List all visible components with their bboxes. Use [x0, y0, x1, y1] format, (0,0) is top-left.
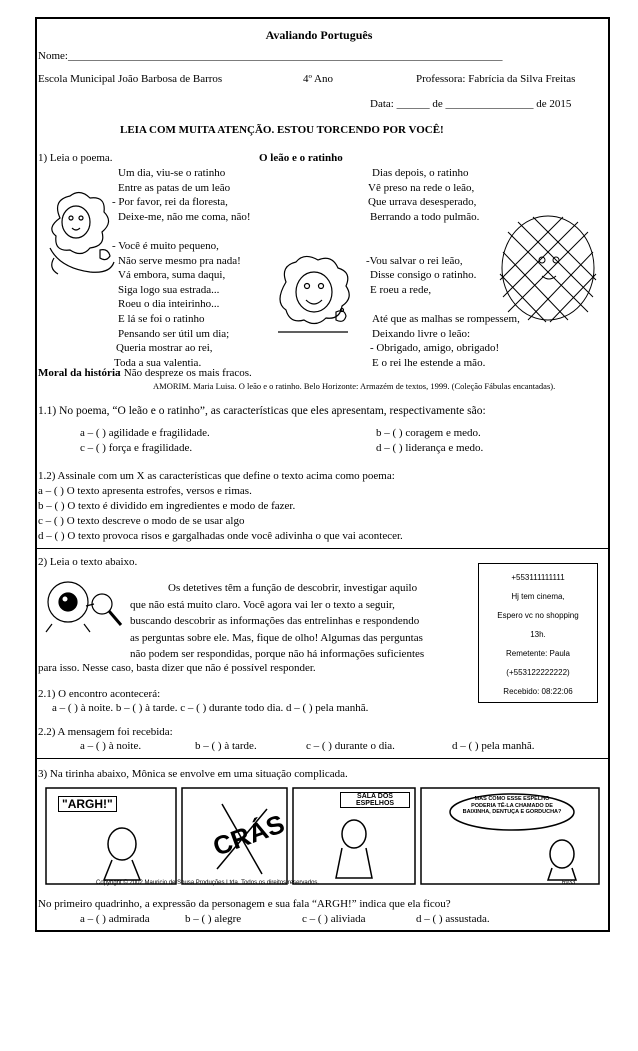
- q3-option-d[interactable]: d – ( ) assustada.: [416, 913, 490, 925]
- paragraph-line: buscando descobrir as informações das entrelinhas e respondendo: [130, 615, 420, 627]
- name-line: Nome:_______________________________________________________________________________: [38, 50, 503, 62]
- q1-1-option-b[interactable]: b – ( ) coragem e medo.: [376, 427, 481, 439]
- moral-text: : Não despreze os mais fracos.: [118, 367, 252, 379]
- q1-1-question: 1.1) No poema, “O leão e o ratinho”, as características que eles apresentam, respectivamente são:: [38, 405, 486, 417]
- sms-sender-phone: (+553122222222): [506, 668, 570, 677]
- grade: 4º Ano: [303, 73, 333, 85]
- poem-line: E o rei lhe estende a mão.: [372, 356, 486, 369]
- poem-line: Deixe-me, não me coma, não!: [118, 210, 251, 223]
- poem-line: Pensando ser útil um dia;: [118, 327, 230, 340]
- poem-line: [366, 224, 520, 239]
- section-divider: [35, 758, 610, 759]
- q3-option-a[interactable]: a – ( ) admirada: [80, 913, 150, 925]
- date-line: Data: ______ de ________________ de 2015: [370, 98, 572, 110]
- comic-sign: SALA DOS ESPELHOS: [340, 792, 410, 808]
- q2-2-option-c[interactable]: c – ( ) durante o dia.: [306, 740, 395, 752]
- monica-comic-strip: [42, 784, 602, 892]
- section-divider: [35, 548, 610, 549]
- q2-2-question: 2.2) A mensagem foi recebida:: [38, 726, 173, 738]
- paragraph-line: Os detetives têm a função de descobrir, investigar aquilo: [168, 582, 418, 594]
- poem-line: Deixando livre o leão:: [372, 327, 471, 340]
- lion-mouse-illustration: [40, 188, 120, 283]
- q2-2-option-d[interactable]: d – ( ) pela manhã.: [452, 740, 535, 752]
- poem-line: Toda a sua valentia.: [114, 356, 202, 369]
- moral-label: Moral da história: [38, 367, 121, 379]
- sms-sender-number: +553111111111: [511, 573, 565, 582]
- q3-option-b[interactable]: b – ( ) alegre: [185, 913, 242, 925]
- poem-title: O leão e o ratinho: [259, 152, 343, 164]
- poem-line: Até que as malhas se rompessem,: [372, 312, 520, 325]
- poem-right-column: [366, 166, 520, 370]
- paragraph-line: que não está muito claro. Você agora vai ler o texto a seguir,: [130, 598, 395, 611]
- sms-message-box: [478, 563, 598, 703]
- poem-line: [112, 224, 251, 239]
- paragraph-line: não podem ser respondidas, porque não há informações suficientes: [130, 648, 425, 660]
- comic-copyright: Copyright © 2002 Mauricio de Sousa Produções Ltda. Todos os direitos reservados.: [96, 880, 320, 886]
- sms-line: 13h.: [530, 630, 546, 639]
- teacher: Professora: Fabrícia da Silva Freitas: [416, 73, 576, 85]
- poem-line: Vê preso na rede o leão,: [368, 181, 475, 194]
- comic-number: 6933: [562, 880, 576, 886]
- sms-line: Espero vc no shopping: [497, 611, 579, 620]
- poem-line: Entre as patas de um leão: [118, 181, 231, 194]
- q1-2-option-c[interactable]: c – ( ) O texto descreve o modo de se usar algo: [38, 515, 245, 527]
- school-name: Escola Municipal João Barbosa de Barros: [38, 73, 223, 85]
- citation: AMORIM. Maria Luisa. O leão e o ratinho. Belo Horizonte: Armazém de textos, 1999. (Coleção Fábulas encantadas).: [153, 381, 556, 391]
- sms-line: Hj tem cinema,: [511, 592, 565, 601]
- banner: LEIA COM MUITA ATENÇÃO. ESTOU TORCENDO POR VOCÊ!: [120, 124, 444, 136]
- poem-line: Disse consigo o ratinho.: [370, 269, 477, 282]
- q2-intro: 2) Leia o texto abaixo.: [38, 556, 138, 568]
- poem-line: Vá embora, suma daqui,: [118, 269, 226, 282]
- poem-line: Dias depois, o ratinho: [372, 167, 469, 179]
- q2-1-question: 2.1) O encontro acontecerá:: [38, 688, 161, 700]
- q2-paragraph: [130, 580, 468, 663]
- doc-title: Avaliando Português: [265, 28, 373, 42]
- poem-line: E lá se foi o ratinho: [118, 312, 205, 325]
- q2-2-option-b[interactable]: b – ( ) à tarde.: [195, 740, 257, 752]
- comic-speech-balloon: MAS COMO ESSE ESPELHO PODERIA TÊ-LA CHAMADO DE BAIXINHA, DENTUÇA E GORDUCHA?: [462, 796, 562, 815]
- poem-line: - Você é muito pequeno,: [112, 239, 219, 252]
- poem-line: - Por favor, rei da floresta,: [112, 196, 228, 209]
- comic-argh-text: "ARGH!": [58, 796, 117, 812]
- poem-line: Siga logo sua estrada...: [118, 283, 220, 296]
- lion-smiling-illustration: [268, 252, 360, 342]
- lion-in-net-illustration: [498, 212, 598, 324]
- sms-sender: Remetente: Paula: [505, 649, 571, 658]
- paragraph-line: para isso. Nesse caso, basta dizer que não é possível responder.: [38, 662, 316, 674]
- paragraph-line: as perguntas sobre ele. Mas, fique de olho! Algumas das perguntas: [130, 631, 423, 644]
- poem-line: Um dia, viu-se o ratinho: [118, 167, 226, 179]
- poem-line: [366, 297, 520, 312]
- q2-2-option-a[interactable]: a – ( ) à noite.: [80, 740, 142, 752]
- sms-received-time: Recebido: 08:22:06: [503, 687, 573, 696]
- comic-crash-sfx: CRÁS: [208, 808, 289, 862]
- poem-line: - Obrigado, amigo, obrigado!: [370, 342, 500, 355]
- poem-left-column: [112, 166, 251, 370]
- poem-line: Roeu o dia inteirinho...: [118, 298, 220, 311]
- poem-line: Berrando a todo pulmão.: [370, 210, 480, 223]
- detective-eye-illustration: [40, 574, 130, 634]
- q1-intro: 1) Leia o poema.: [38, 152, 113, 164]
- q3-question: No primeiro quadrinho, a expressão da personagem e sua fala “ARGH!” indica que ela ficou?: [38, 898, 451, 910]
- q2-1-options[interactable]: a – ( ) à noite. b – ( ) à tarde. c – ( ) durante todo dia. d – ( ) pela manhã.: [52, 702, 369, 714]
- q1-1-option-c[interactable]: c – ( ) força e fragilidade.: [80, 442, 193, 454]
- poem-line: E roeu a rede,: [370, 283, 432, 296]
- q3-intro: 3) Na tirinha abaixo, Mônica se envolve em uma situação complicada.: [38, 768, 348, 780]
- poem-line: Não serve mesmo pra nada!: [118, 254, 241, 267]
- poem-line: [366, 239, 520, 254]
- q3-option-c[interactable]: c – ( ) aliviada: [302, 913, 366, 925]
- poem-line: -Vou salvar o rei leão,: [366, 254, 463, 267]
- q1-2-option-d[interactable]: d – ( ) O texto provoca risos e gargalhadas onde você adivinha o que vai acontecer.: [38, 530, 403, 542]
- q1-2-option-a[interactable]: a – ( ) O texto apresenta estrofes, versos e rimas.: [38, 485, 252, 497]
- q1-1-option-d[interactable]: d – ( ) liderança e medo.: [376, 442, 484, 454]
- q1-2-option-b[interactable]: b – ( ) O texto é dividido em ingredientes e modo de fazer.: [38, 500, 296, 512]
- poem-line: Que urrava desesperado,: [368, 196, 477, 209]
- poem-line: Queria mostrar ao rei,: [116, 342, 213, 355]
- q1-2-question: 1.2) Assinale com um X as características que define o texto acima como poema:: [38, 470, 395, 482]
- q1-1-option-a[interactable]: a – ( ) agilidade e fragilidade.: [80, 427, 210, 439]
